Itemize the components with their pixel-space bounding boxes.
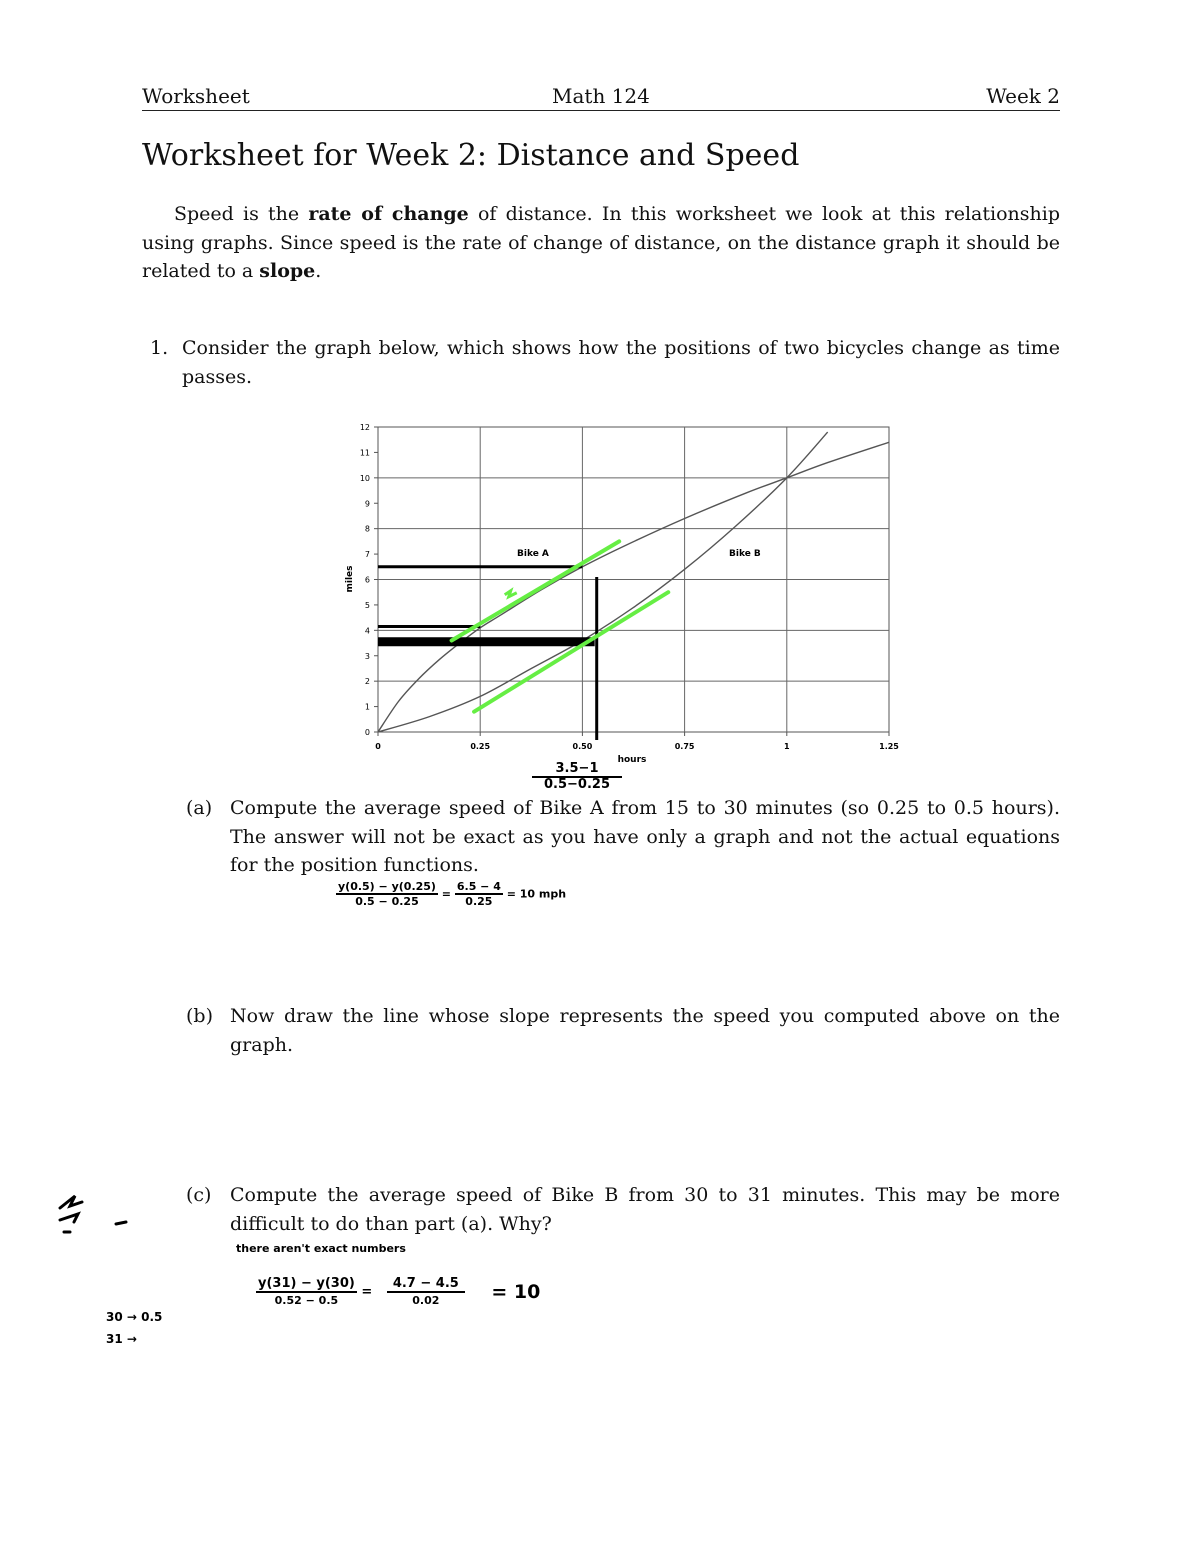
question-text: Consider the graph below, which shows how the positions of two bicycles change as time passes. (182, 337, 1060, 388)
y-tick-label: 8 (364, 524, 370, 534)
y-tick-label: 11 (359, 448, 370, 458)
chart-grid (378, 427, 889, 732)
hand-part-c-note: there aren't exact numbers (236, 1242, 406, 1255)
y-tick-label: 2 (364, 677, 370, 687)
y-tick-label: 12 (359, 423, 370, 432)
y-tick-label: 4 (364, 626, 370, 636)
y-tick-label: 9 (364, 499, 370, 509)
question-number: 1. (150, 337, 169, 359)
x-tick-label: 0.25 (470, 742, 491, 751)
y-tick-label: 5 (364, 600, 370, 610)
green-scribble (505, 591, 517, 597)
x-tick-label: 1 (784, 742, 790, 751)
x-tick-label: 0.75 (674, 742, 695, 751)
x-tick-label: 0.50 (572, 742, 593, 751)
part-a: (a) Compute the average speed of Bike A from 15 to 30 minutes (so 0.25 to 0.5 hours). The answer will not be exact as you have only a graph and not the actual equations for the position functions. (186, 797, 1060, 876)
y-tick-label: 1 (364, 702, 370, 712)
y-tick-label: 10 (359, 473, 370, 483)
header-left: Worksheet (142, 84, 250, 108)
bike-a-annotation: Bike A (517, 549, 549, 559)
chart-ticks (360, 423, 899, 751)
hand-chart-slope: 3.5−1 0.5−0.25 (532, 762, 622, 792)
series-line-bike-a (378, 442, 889, 732)
question-1 (142, 334, 1060, 391)
hand-part-a: $\frac{y(0.5) - y(0.25)}{0.5 - 0.25}$ = $\frac{6.5 - 4}{0.25}$ = 10 mph (338, 880, 567, 908)
y-axis-label: miles (345, 565, 355, 593)
y-tick-label: 3 (364, 651, 370, 661)
y-tick-label: 7 (364, 550, 370, 560)
hand-margin-notes: 30 → 0.5 31 → (106, 1310, 163, 1346)
distance-chart (330, 412, 910, 772)
x-axis-label: hours (617, 755, 647, 765)
y-tick-label: 0 (364, 728, 370, 737)
header-right: Week 2 (986, 84, 1060, 108)
chart-hand-marks (378, 541, 668, 740)
intro-paragraph: Speed is the rate of change of distance. In this worksheet we look at this relationship using graphs. Since speed is the rate of change of distance, on the distance graph it should be related to a slope. (142, 203, 1060, 282)
chart-curves (378, 432, 889, 732)
series-line-bike-b (378, 432, 828, 732)
x-tick-label: 1.25 (879, 742, 899, 751)
margin-scribble (50, 1188, 130, 1244)
y-tick-label: 6 (364, 575, 370, 585)
header-rule (142, 110, 1060, 111)
page-title: Worksheet for Week 2: Distance and Speed (142, 138, 800, 173)
header-center: Math 124 (552, 84, 650, 108)
part-b: (b) Now draw the line whose slope represents the speed you computed above on the graph. (186, 1005, 1060, 1056)
bike-b-annotation: Bike B (729, 549, 761, 559)
part-c: (c) Compute the average speed of Bike B from 30 to 31 minutes. This may be more difficult to do than part (a). Why? (186, 1184, 1060, 1235)
x-tick-label: 0 (375, 742, 381, 751)
hand-part-c: y(31) − y(30) 0.52 − 0.5 = 4.7 − 4.5 0.02 = 10 (258, 1276, 541, 1307)
